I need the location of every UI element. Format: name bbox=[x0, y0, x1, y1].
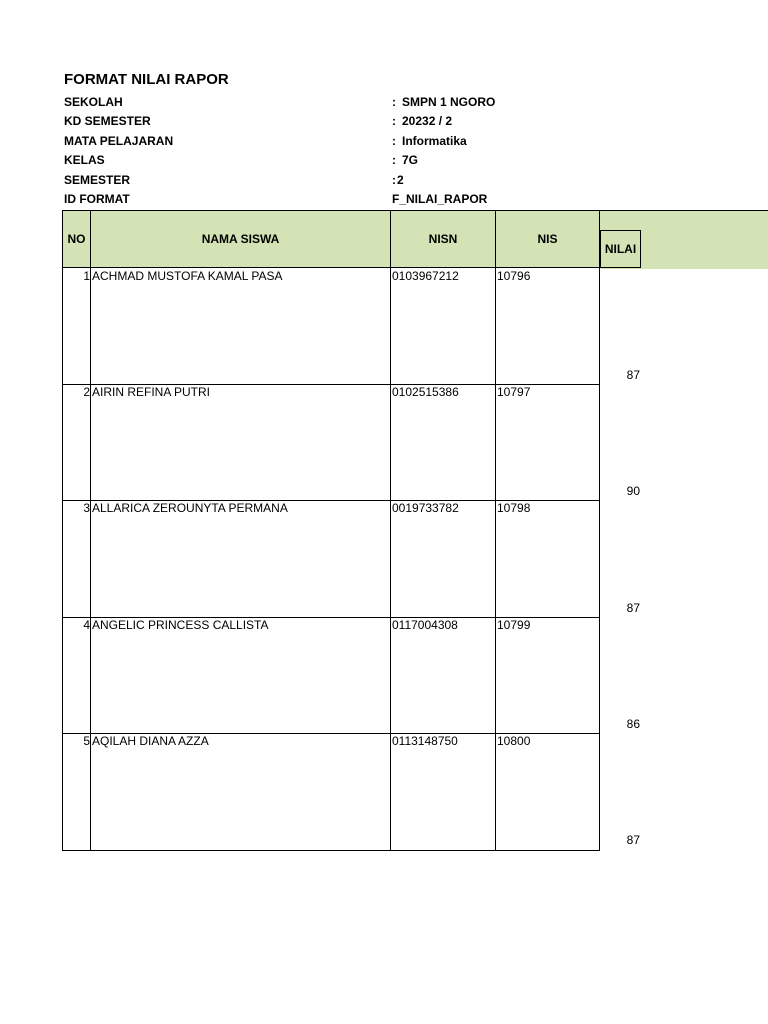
header-nama-siswa: NAMA SISWA bbox=[90, 210, 391, 268]
row-4-nilai: 86 bbox=[626, 717, 640, 731]
row-2-no: 2 bbox=[62, 384, 91, 501]
meta-value-semester: 2 bbox=[397, 173, 404, 187]
row-1-nama: ACHMAD MUSTOFA KAMAL PASA bbox=[90, 268, 391, 385]
row-5-nilai: 87 bbox=[626, 833, 640, 847]
row-3-no: 3 bbox=[62, 500, 91, 618]
meta-colon-kelas: : bbox=[392, 153, 396, 167]
row-2-nisn: 0102515386 bbox=[390, 384, 496, 501]
meta-colon-semester: : bbox=[392, 173, 396, 187]
meta-value-sekolah: SMPN 1 NGORO bbox=[402, 95, 496, 109]
row-3-nama: ALLARICA ZEROUNYTA PERMANA bbox=[90, 500, 391, 618]
header-no: NO bbox=[62, 210, 91, 268]
row-1-nis: 10796 bbox=[495, 268, 600, 385]
row-3-nis: 10798 bbox=[495, 500, 600, 618]
meta-value-id-format: F_NILAI_RAPOR bbox=[392, 192, 488, 206]
row-1-nisn: 0103967212 bbox=[390, 268, 496, 385]
row-4-nis: 10799 bbox=[495, 617, 600, 734]
row-4-nisn: 0117004308 bbox=[390, 617, 496, 734]
row-2-nama: AIRIN REFINA PUTRI bbox=[90, 384, 391, 501]
meta-label-mata-pelajaran: MATA PELAJARAN bbox=[64, 134, 174, 148]
row-4-no: 4 bbox=[62, 617, 91, 734]
meta-colon-mata-pelajaran: : bbox=[392, 134, 396, 148]
header-nilai: NILAI bbox=[600, 230, 641, 268]
meta-value-mata-pelajaran: Informatika bbox=[402, 134, 467, 148]
header-nis: NIS bbox=[495, 210, 600, 268]
meta-label-id-format: ID FORMAT bbox=[64, 192, 130, 206]
row-3-nisn: 0019733782 bbox=[390, 500, 496, 618]
meta-value-kelas: 7G bbox=[402, 153, 419, 167]
row-5-nisn: 0113148750 bbox=[390, 733, 496, 851]
meta-label-kelas: KELAS bbox=[64, 153, 105, 167]
row-2-nilai: 90 bbox=[626, 484, 640, 498]
row-4-nama: ANGELIC PRINCESS CALLISTA bbox=[90, 617, 391, 734]
row-5-nis: 10800 bbox=[495, 733, 600, 851]
row-1-no: 1 bbox=[62, 268, 91, 385]
meta-label-sekolah: SEKOLAH bbox=[64, 95, 123, 109]
meta-colon-sekolah: : bbox=[392, 95, 396, 109]
row-1-nilai: 87 bbox=[626, 368, 640, 382]
form-title: FORMAT NILAI RAPOR bbox=[64, 71, 229, 88]
meta-label-kd-semester: KD SEMESTER bbox=[64, 114, 151, 128]
header-nisn: NISN bbox=[390, 210, 496, 268]
row-3-nilai: 87 bbox=[626, 601, 640, 615]
row-5-no: 5 bbox=[62, 733, 91, 851]
row-5-nama: AQILAH DIANA AZZA bbox=[90, 733, 391, 851]
row-2-nis: 10797 bbox=[495, 384, 600, 501]
meta-value-kd-semester: 20232 / 2 bbox=[402, 114, 453, 128]
meta-colon-kd-semester: : bbox=[392, 114, 396, 128]
meta-label-semester: SEMESTER bbox=[64, 173, 131, 187]
